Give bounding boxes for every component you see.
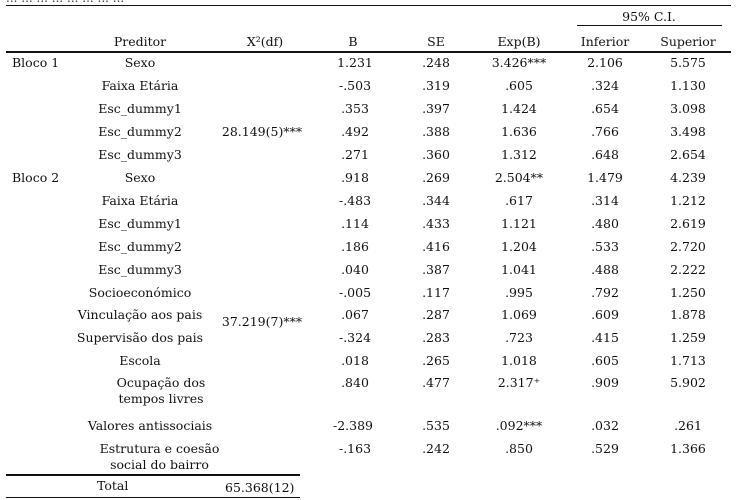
header-b: B xyxy=(348,34,358,49)
ci-inferior-value: .415 xyxy=(591,330,619,345)
b-value: -.483 xyxy=(338,193,372,208)
header-expb: Exp(B) xyxy=(497,34,541,49)
predictor-label: Supervisão dos pais xyxy=(76,330,204,345)
expb-value: .605 xyxy=(505,78,533,93)
block-1-x2df: 28.149(5)*** xyxy=(221,124,303,139)
predictor-label: Vinculação aos pais xyxy=(77,307,203,322)
predictor-label: Ocupação dos tempos livres xyxy=(116,375,206,406)
predictor-label: Esc_dummy1 xyxy=(98,101,182,116)
ci-superior-value: 2.720 xyxy=(670,239,706,254)
ci-superior-value: 1.259 xyxy=(670,330,706,345)
se-value: .283 xyxy=(422,330,450,345)
header-preditor: Preditor xyxy=(113,34,167,49)
expb-value: .092*** xyxy=(495,418,543,433)
block-1-label: Bloco 1 xyxy=(12,55,60,70)
b-value: .040 xyxy=(341,262,369,277)
block-2-x2df: 37.219(7)*** xyxy=(221,314,303,329)
b-value: -.324 xyxy=(338,330,372,345)
predictor-label: Faixa Etária xyxy=(101,78,179,93)
expb-value: 2.504** xyxy=(494,170,544,185)
expb-value: 1.041 xyxy=(501,262,537,277)
ci-superior-value: 4.239 xyxy=(670,170,706,185)
total-x2df: 65.368(12) xyxy=(225,480,295,495)
ci-inferior-value: .314 xyxy=(591,193,619,208)
ci-superior-value: .261 xyxy=(674,418,702,433)
ci-inferior-value: .605 xyxy=(591,353,619,368)
b-value: 1.231 xyxy=(337,55,373,70)
header-superior: Superior xyxy=(660,34,716,49)
ci-header: 95% C.I. xyxy=(622,9,676,24)
ci-inferior-value: .324 xyxy=(591,78,619,93)
se-value: .387 xyxy=(422,262,450,277)
ci-superior-value: 1.366 xyxy=(670,441,706,456)
se-value: .248 xyxy=(422,55,450,70)
se-value: .535 xyxy=(422,418,450,433)
b-value: -.005 xyxy=(338,285,372,300)
bottom-rule xyxy=(6,497,300,498)
expb-value: 1.204 xyxy=(501,239,537,254)
header-rule xyxy=(6,51,731,53)
expb-value: .617 xyxy=(505,193,533,208)
ci-superior-value: 5.575 xyxy=(670,55,706,70)
expb-value: 1.424 xyxy=(501,101,537,116)
predictor-label: Esc_dummy1 xyxy=(98,216,182,231)
predictor-label: Faixa Etária xyxy=(101,193,179,208)
total-rule xyxy=(6,474,300,476)
b-value: .353 xyxy=(341,101,369,116)
se-value: .269 xyxy=(422,170,450,185)
expb-value: 1.312 xyxy=(501,147,537,162)
top-rule xyxy=(6,5,731,6)
predictor-label: Escola xyxy=(119,353,161,368)
expb-value: .723 xyxy=(505,330,533,345)
b-value: .271 xyxy=(341,147,369,162)
ci-inferior-value: .654 xyxy=(591,101,619,116)
expb-value: 1.069 xyxy=(501,307,537,322)
ci-superior-value: 1.250 xyxy=(670,285,706,300)
b-value: .186 xyxy=(341,239,369,254)
se-value: .319 xyxy=(422,78,450,93)
se-value: .388 xyxy=(422,124,450,139)
expb-value: 1.018 xyxy=(501,353,537,368)
predictor-label: Valores antissociais xyxy=(87,418,213,433)
se-value: .117 xyxy=(422,285,450,300)
se-value: .416 xyxy=(422,239,450,254)
predictor-label: Sexo xyxy=(124,55,156,70)
b-value: -.503 xyxy=(338,78,372,93)
ci-superior-value: 3.498 xyxy=(670,124,706,139)
expb-value: .995 xyxy=(505,285,533,300)
ci-inferior-value: .488 xyxy=(591,262,619,277)
se-value: .242 xyxy=(422,441,450,456)
b-value: -2.389 xyxy=(332,418,374,433)
ci-inferior-value: .648 xyxy=(591,147,619,162)
ci-inferior-value: 2.106 xyxy=(587,55,623,70)
expb-value: 3.426*** xyxy=(491,55,547,70)
b-value: .840 xyxy=(341,375,369,390)
b-value: .918 xyxy=(341,170,369,185)
se-value: .433 xyxy=(422,216,450,231)
ci-inferior-value: .909 xyxy=(591,375,619,390)
ci-inferior-value: .766 xyxy=(591,124,619,139)
expb-value: 2.317⁺ xyxy=(497,375,541,390)
predictor-label: Sexo xyxy=(124,170,156,185)
ci-inferior-value: .529 xyxy=(591,441,619,456)
header-x2df: X²(df) xyxy=(246,34,284,49)
se-value: .344 xyxy=(422,193,450,208)
predictor-label: Esc_dummy2 xyxy=(98,239,182,254)
header-se: SE xyxy=(427,34,445,49)
block-2-label: Bloco 2 xyxy=(12,170,60,185)
ci-superior-value: 1.130 xyxy=(670,78,706,93)
ci-inferior-value: .533 xyxy=(591,239,619,254)
ci-superior-value: 5.902 xyxy=(670,375,706,390)
se-value: .360 xyxy=(422,147,450,162)
ci-superior-value: 2.619 xyxy=(670,216,706,231)
predictor-label: Esc_dummy2 xyxy=(98,124,182,139)
b-value: .018 xyxy=(341,353,369,368)
ci-inferior-value: .480 xyxy=(591,216,619,231)
ci-inferior-value: .032 xyxy=(591,418,619,433)
ci-superior-value: 1.878 xyxy=(670,307,706,322)
predictor-label: Estrutura e coesão social do bairro xyxy=(99,441,220,472)
ci-superior-value: 3.098 xyxy=(670,101,706,116)
predictor-label: Esc_dummy3 xyxy=(98,262,182,277)
ci-superior-value: 2.222 xyxy=(670,262,706,277)
b-value: -.163 xyxy=(338,441,372,456)
se-value: .477 xyxy=(422,375,450,390)
expb-value: 1.636 xyxy=(501,124,537,139)
ci-inferior-value: .792 xyxy=(591,285,619,300)
se-value: .287 xyxy=(422,307,450,322)
predictor-label: Socioeconómico xyxy=(88,285,192,300)
se-value: .397 xyxy=(422,101,450,116)
predictor-label: Esc_dummy3 xyxy=(98,147,182,162)
b-value: .067 xyxy=(341,307,369,322)
ci-superior-value: 2.654 xyxy=(670,147,706,162)
expb-value: 1.121 xyxy=(501,216,537,231)
expb-value: .850 xyxy=(505,441,533,456)
header-inferior: Inferior xyxy=(580,34,630,49)
ci-inferior-value: .609 xyxy=(591,307,619,322)
b-value: .114 xyxy=(341,216,369,231)
ci-superior-value: 1.212 xyxy=(670,193,706,208)
b-value: .492 xyxy=(341,124,369,139)
ci-superior-value: 1.713 xyxy=(670,353,706,368)
se-value: .265 xyxy=(422,353,450,368)
ci-inferior-value: 1.479 xyxy=(587,170,623,185)
total-label: Total xyxy=(97,478,129,493)
ci-header-rule xyxy=(577,25,722,26)
